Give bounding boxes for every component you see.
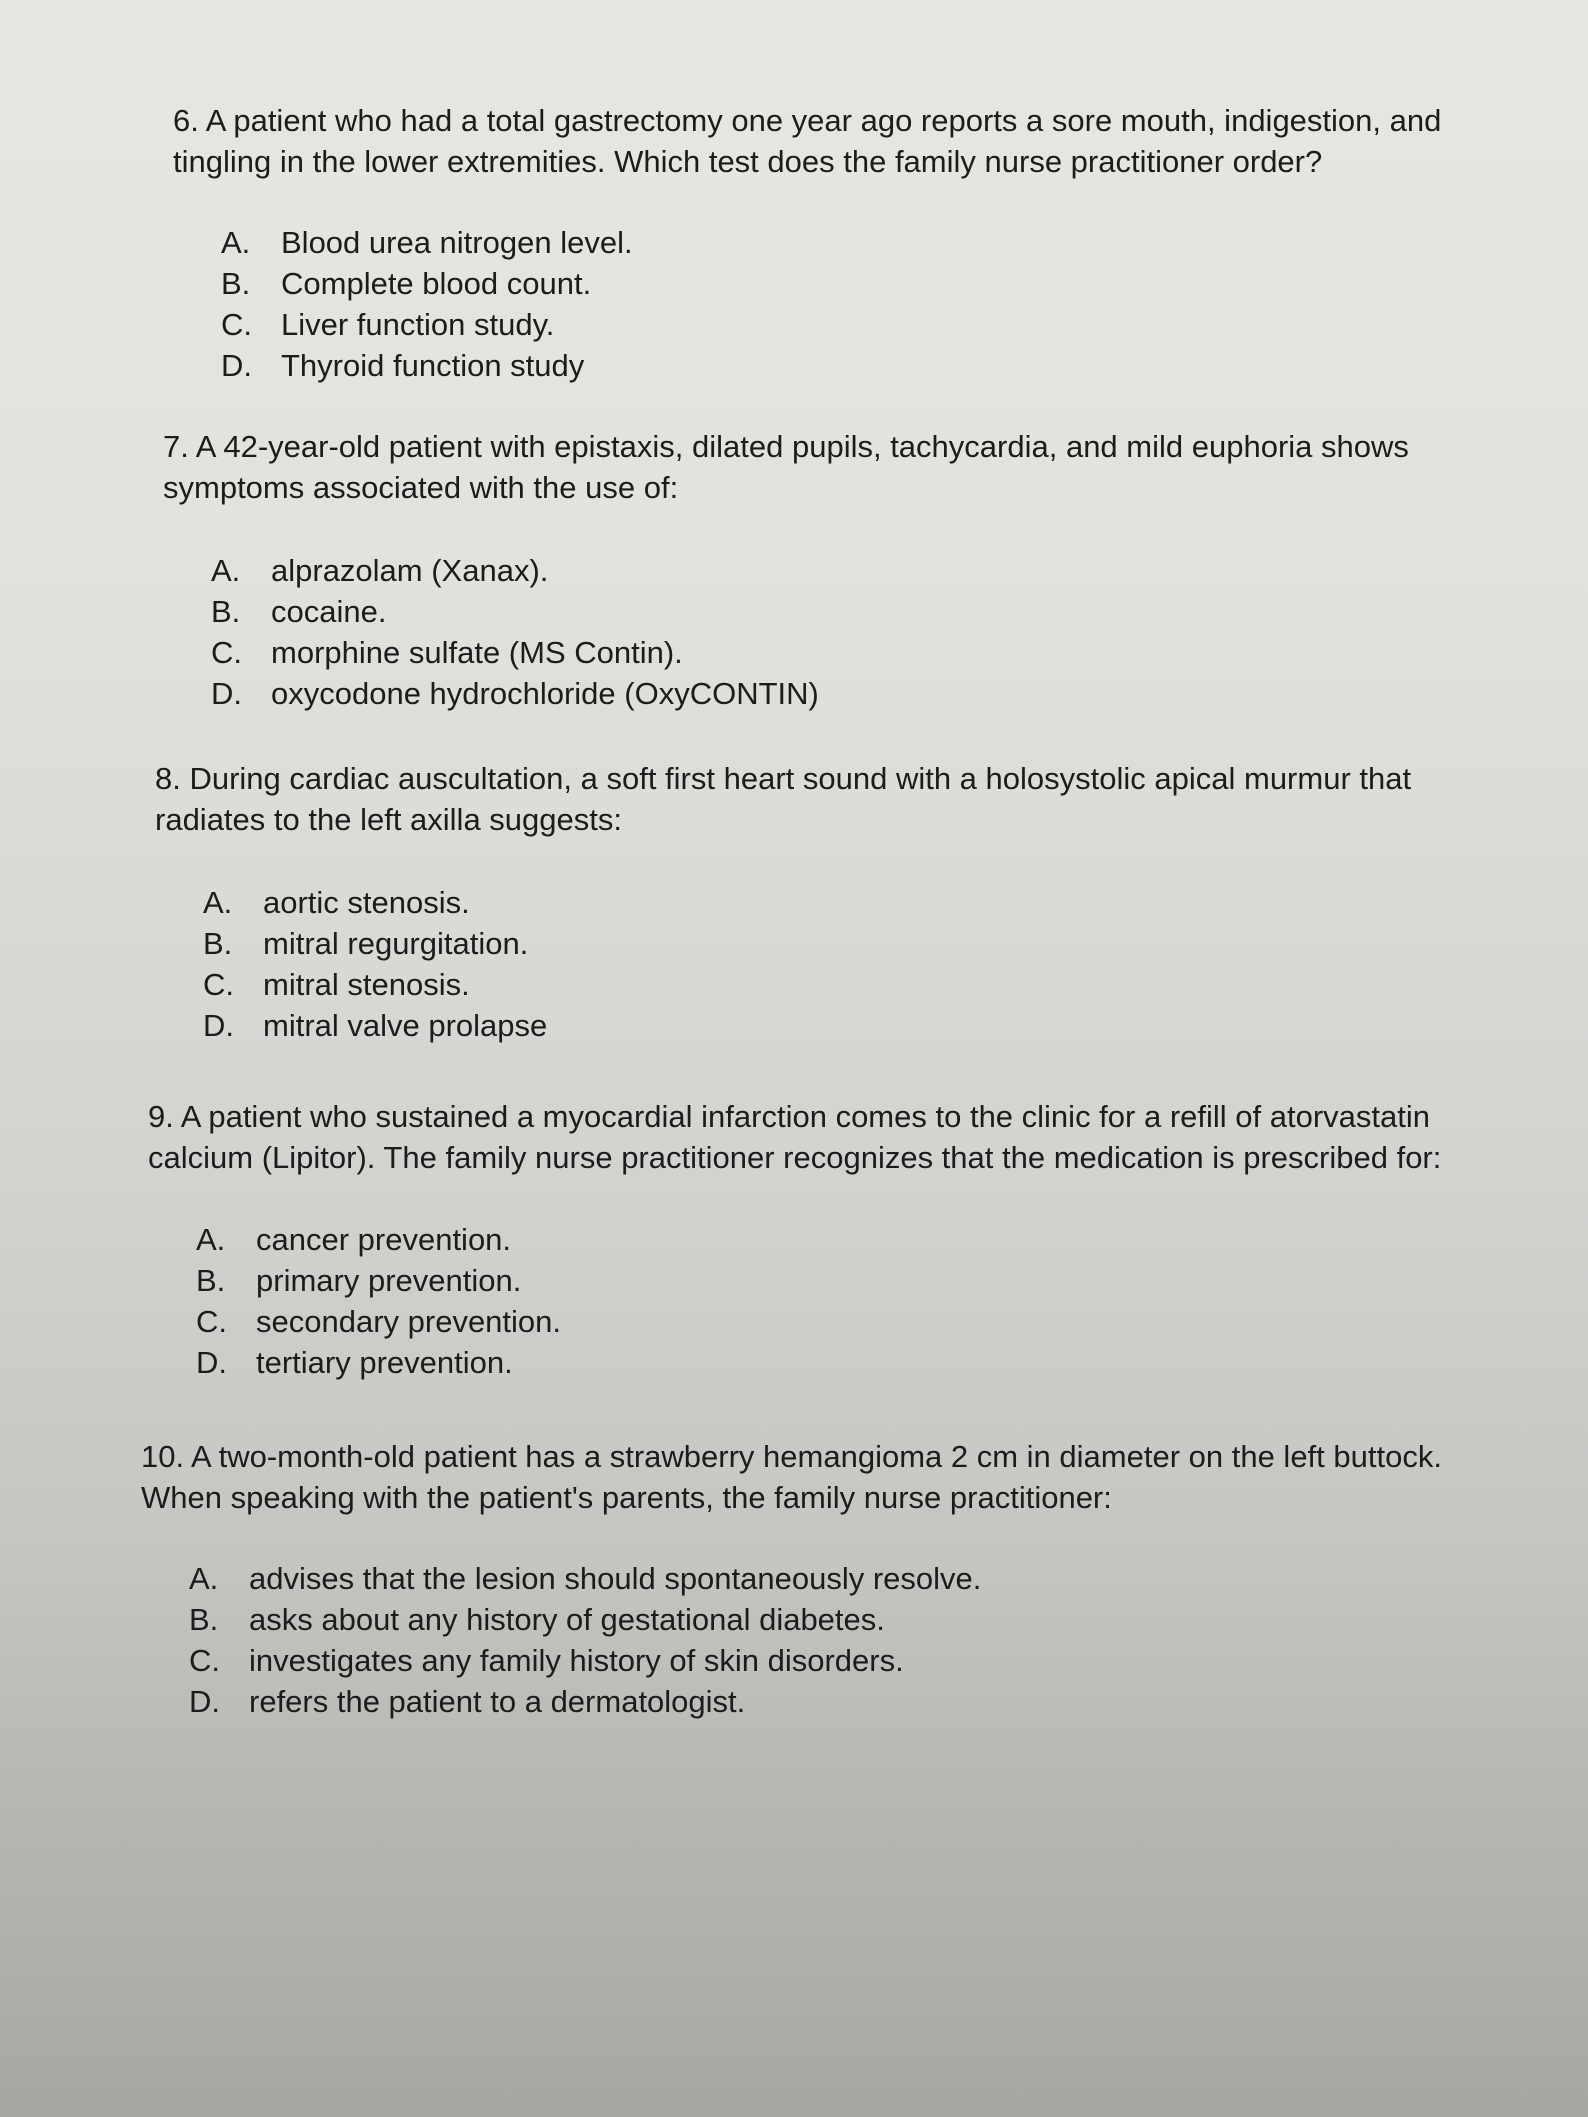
option-letter: A. [211,553,241,588]
option-c [196,1301,1396,1342]
option-letter: C. [221,307,252,342]
option-letter: B. [196,1263,226,1298]
option-text: investigates any family history of skin disorders. [249,1643,904,1678]
option-letter: D. [221,348,252,383]
option-a [189,1558,1389,1599]
option-d [196,1342,1396,1383]
option-text: mitral regurgitation. [263,926,529,961]
answer-options [221,222,1421,386]
option-text: Thyroid function study [281,348,585,383]
question-8 [155,758,1495,1043]
option-a [221,222,1421,263]
option-text: secondary prevention. [256,1304,562,1339]
option-text: asks about any history of gestational diabetes. [249,1602,885,1637]
option-text: Liver function study. [281,307,555,342]
option-c [189,1640,1389,1681]
option-text: Blood urea nitrogen level. [281,225,633,260]
option-text: mitral valve prolapse [263,1008,548,1043]
option-text: advises that the lesion should spontaneously resolve. [249,1561,982,1596]
option-letter: C. [189,1643,220,1678]
option-letter: A. [196,1222,226,1257]
option-letter: D. [189,1684,220,1719]
option-d [211,673,1411,714]
option-text: mitral stenosis. [263,967,470,1002]
answer-options [196,1219,1396,1383]
option-b [189,1599,1389,1640]
question-stem: 8. During cardiac auscultation, a soft first heart sound with a holosystolic apical murmur that radiates to the left axilla suggests: [155,761,1412,837]
option-a [211,550,1411,591]
option-letter: D. [211,676,242,711]
option-text: refers the patient to a dermatologist. [249,1684,746,1719]
option-c [211,632,1411,673]
option-a [196,1219,1396,1260]
option-text: morphine sulfate (MS Contin). [271,635,683,670]
option-letter: B. [211,594,241,629]
option-text: cancer prevention. [256,1222,512,1257]
option-letter: A. [221,225,251,260]
option-letter: B. [221,266,251,301]
option-a [203,882,1403,923]
question-stem: 10. A two-month-old patient has a strawberry hemangioma 2 cm in diameter on the left buttock. When speaking with the patient's parents, the family nurse practitioner: [141,1439,1442,1515]
option-letter: C. [203,967,234,1002]
option-b [211,591,1411,632]
option-letter: A. [189,1561,219,1596]
option-letter: B. [203,926,233,961]
option-d [221,345,1421,386]
option-letter: D. [203,1008,234,1043]
option-text: alprazolam (Xanax). [271,553,549,588]
option-letter: D. [196,1345,227,1380]
option-b [196,1260,1396,1301]
option-c [221,304,1421,345]
option-letter: C. [211,635,242,670]
option-c [203,964,1403,1005]
option-b [203,923,1403,964]
question-stem: 7. A 42-year-old patient with epistaxis, dilated pupils, tachycardia, and mild euphoria shows symptoms associated with the use of: [163,429,1409,505]
option-text: tertiary prevention. [256,1345,513,1380]
answer-options [189,1558,1389,1722]
option-text: primary prevention. [256,1263,522,1298]
answer-options [211,550,1411,714]
question-stem: 6. A patient who had a total gastrectomy one year ago reports a sore mouth, indigestion, and tingling in the lower extremities. Which test does the family nurse practitioner order? [173,103,1442,179]
option-b [221,263,1421,304]
option-letter: A. [203,885,233,920]
option-text: Complete blood count. [281,266,592,301]
option-text: cocaine. [271,594,387,629]
question-stem: 9. A patient who sustained a myocardial infarction comes to the clinic for a refill of atorvastatin calcium (Lipitor). The family nurse practitioner recognizes that the medication is prescribed for: [148,1099,1442,1175]
option-d [203,1005,1403,1046]
option-letter: B. [189,1602,219,1637]
option-text: oxycodone hydrochloride (OxyCONTIN) [271,676,819,711]
question-6 [173,100,1513,383]
answer-options [203,882,1403,1046]
option-letter: C. [196,1304,227,1339]
question-7 [163,426,1503,711]
option-text: aortic stenosis. [263,885,470,920]
option-d [189,1681,1389,1722]
question-9 [148,1096,1488,1380]
question-10 [141,1436,1521,1719]
